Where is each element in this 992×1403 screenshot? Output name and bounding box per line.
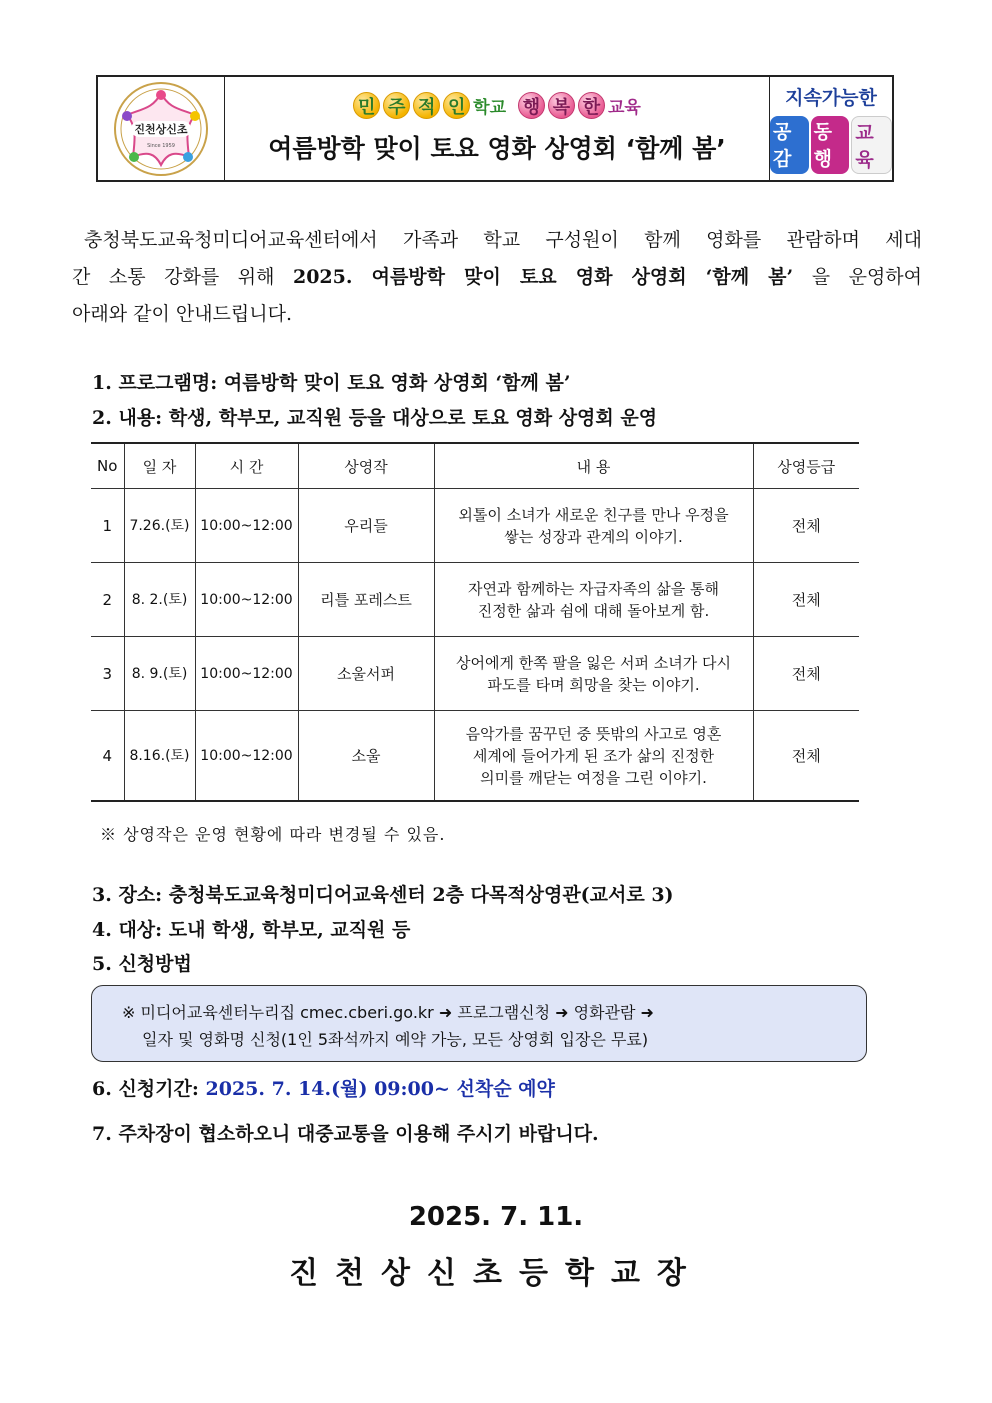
cell-movie: 우리들 [298,489,434,563]
item-apply-method: 5. 신청방법 [92,953,192,975]
apply-method-box [91,985,867,1062]
cell-date: 8. 9.(토) [124,637,195,711]
cell-grade: 전체 [753,637,859,711]
slogan-ball: 행 [518,92,545,119]
item-location: 3. 장소: 충청북도교육청미디어교육센터 2층 다목적상영관(교서로 3) [92,884,674,906]
intro-bold-text: 2025. 여름방학 맞이 토요 영화 상영회 ‘함께 봄’ [292,266,794,288]
item-target: 4. 대상: 도내 학생, 학부모, 교직원 등 [92,919,411,941]
slogan-ball: 주 [383,92,410,119]
logo-since: Since 1959 [147,142,175,149]
slogan [353,92,641,119]
slogan-ball: 적 [413,92,440,119]
cell-time: 10:00~12:00 [195,489,298,563]
cell-no: 1 [91,489,124,563]
brand-word: 교육 [851,116,892,174]
col-header: 상영등급 [753,443,859,489]
school-logo-cell [98,77,225,180]
cell-time: 10:00~12:00 [195,711,298,802]
desc-line: 세계에 들어가게 된 조가 삶의 진정한 [472,746,715,765]
intro-text: 을 운영하여 [811,266,923,288]
cell-movie: 리틀 포레스트 [298,563,434,637]
cell-grade: 전체 [753,489,859,563]
apply-period-label: 6. 신청기간: [92,1078,199,1100]
slogan-ball: 복 [548,92,575,119]
table-row [91,637,859,711]
cell-grade: 전체 [753,711,859,802]
apply-period-value: 2025. 7. 14.(월) 09:00~ 선착순 예약 [205,1078,555,1100]
cell-desc [434,711,753,802]
desc-line: 음악가를 꿈꾸던 중 뜻밖의 사고로 영혼 [465,724,722,743]
apply-line: 일자 및 영화명 신청(1인 5좌석까지 예약 가능, 모든 상영회 입장은 무료) [142,1030,649,1049]
item-program-name: 1. 프로그램명: 여름방학 맞이 토요 영화 상영회 ‘함께 봄’ [92,372,571,394]
slogan-ball: 인 [443,92,470,119]
brand-words [770,116,892,174]
col-header: 상영작 [298,443,434,489]
logo-text: 진천상신초 [134,122,188,136]
slogan-word: 교육 [608,98,641,118]
table-row [91,489,859,563]
table-row [91,563,859,637]
cell-desc [434,563,753,637]
apply-line: ※ 미디어교육센터누리집 cmec.cberi.go.kr ➜ 프로그램신청 ➜ 영화관람 ➜ [122,1003,654,1022]
document-header [96,75,894,182]
cell-desc [434,637,753,711]
cell-movie: 소울서퍼 [298,637,434,711]
intro-paragraph [72,222,922,296]
intro-text: 간 소통 강화를 위해 [72,266,275,288]
school-logo-icon [111,79,211,179]
document-title: 여름방학 맞이 토요 영화 상영회 ‘함께 봄’ [268,134,726,163]
cell-no: 3 [91,637,124,711]
cell-grade: 전체 [753,563,859,637]
col-header: 내 용 [434,443,753,489]
cell-date: 8.16.(토) [124,711,195,802]
cell-desc [434,489,753,563]
slogan-ball: 한 [578,92,605,119]
education-brand [769,77,892,180]
intro-line [72,259,922,296]
table-header-row [91,443,859,489]
intro-line: 충청북도교육청미디어교육센터에서 가족과 학교 구성원이 함께 영화를 관람하며 세대 [84,229,922,251]
desc-line: 파도를 타며 희망을 찾는 이야기. [487,675,700,694]
cell-movie: 소울 [298,711,434,802]
signer-name: 진천상신초등학교장 [289,1256,703,1291]
desc-line: 쌓는 성장과 관계의 이야기. [504,527,683,546]
table-row [91,711,859,802]
desc-line: 자연과 함께하는 자급자족의 삶을 통해 [468,579,719,598]
schedule-table [91,442,859,802]
header-center [225,77,769,180]
col-header: No [91,443,124,489]
cell-time: 10:00~12:00 [195,563,298,637]
brand-word: 동행 [811,116,850,174]
cell-no: 2 [91,563,124,637]
item-content: 2. 내용: 학생, 학부모, 교직원 등을 대상으로 토요 영화 상영회 운영 [92,407,658,429]
cell-no: 4 [91,711,124,802]
slogan-word: 학교 [473,98,506,118]
cell-date: 8. 2.(토) [124,563,195,637]
item-parking: 7. 주차장이 협소하오니 대중교통을 이용해 주시기 바랍니다. [92,1123,599,1145]
slogan-ball: 민 [353,92,380,119]
table-note: ※ 상영작은 운영 현황에 따라 변경될 수 있음. [100,825,446,844]
cell-time: 10:00~12:00 [195,637,298,711]
brand-word: 공감 [770,116,809,174]
col-header: 시 간 [195,443,298,489]
item-apply-period [92,1074,555,1101]
document-date: 2025. 7. 11. [408,1202,584,1232]
desc-line: 의미를 깨닫는 여정을 그린 이야기. [480,768,707,787]
cell-date: 7.26.(토) [124,489,195,563]
intro-line: 아래와 같이 안내드립니다. [72,303,293,325]
desc-line: 외톨이 소녀가 새로운 친구를 만나 우정을 [458,505,729,524]
col-header: 일 자 [124,443,195,489]
brand-top-text: 지속가능한 [785,87,877,109]
desc-line: 상어에게 한쪽 팔을 잃은 서퍼 소녀가 다시 [456,653,731,672]
desc-line: 진정한 삶과 쉼에 대해 돌아보게 함. [477,601,710,620]
